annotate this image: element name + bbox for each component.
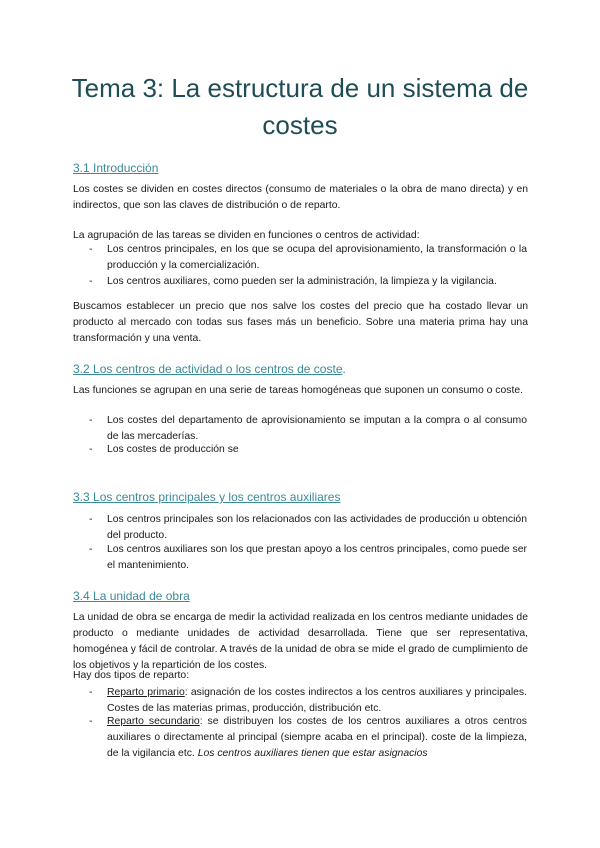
- list-item: [89, 542, 527, 574]
- list-item-text: Los costes del departamento de aprovisionamiento se imputan a la compra o al consumo de las mercaderías.: [107, 415, 527, 442]
- list-item-text: Los centros auxiliares, como pueden ser la administración, la limpieza y la vigilancia.: [107, 276, 497, 287]
- paragraph: La unidad de obra se encarga de medir la actividad realizada en los centros mediante unidades de producto o mediante unidades de actividad desarrollada. Tiene que ser representativa, homogénea y fácil de controlar. A través de la unidad de obra se mide el grado de cumplimiento de los objetivos y la repartición de los costes.: [73, 612, 528, 671]
- section-heading-unidad-obra: 3.4 La unidad de obra: [73, 589, 190, 603]
- list-dash: -: [89, 544, 93, 555]
- list-item-text: Los centros auxiliares son los que prestan apoyo a los centros principales, como puede ser el mantenimiento.: [107, 544, 527, 571]
- list-item-text: : se distribuyen los costes de los centros auxiliares a otros centros auxiliares o directamente al principal (siempre acaba en el principal). coste de la limpieza, de la vigilancia etc.: [107, 716, 527, 759]
- reparto-primario-label: Reparto primario: [107, 687, 185, 698]
- list-dash: -: [89, 716, 93, 727]
- section-heading-period: .: [342, 362, 346, 376]
- section-heading-text: 3.2 Los centros de actividad o los centros de coste: [73, 362, 343, 376]
- list-dash: -: [89, 415, 93, 426]
- list-item: [89, 442, 527, 458]
- paragraph: Hay dos tipos de reparto:: [73, 670, 190, 681]
- paragraph: La agrupación de las tareas se dividen en funciones o centros de actividad:: [73, 230, 420, 241]
- list-item-text: Los costes de producción se: [107, 444, 239, 455]
- list-item: [89, 274, 527, 290]
- paragraph: Los costes se dividen en costes directos (consumo de materiales o la obra de mano directa) y en indirectos, que son las claves de distribución o de reparto.: [73, 184, 528, 211]
- list-item: [89, 413, 527, 445]
- list-item-italic-text: Los centros auxiliares tienen que estar asignacios: [197, 748, 428, 759]
- paragraph: Buscamos establecer un precio que nos salve los costes del precio que ha costado llevar un producto al mercado con todas sus fases más un beneficio. Sobre una materia prima hay una transformación y una venta.: [73, 301, 528, 344]
- list-dash: -: [89, 514, 93, 525]
- list-dash: -: [89, 444, 93, 455]
- reparto-secundario-label: Reparto secundario: [107, 716, 200, 727]
- section-heading-introduccion: 3.1 Introducción: [73, 161, 159, 175]
- list-item: [89, 242, 527, 274]
- list-item-text: Los centros principales son los relacionados con las actividades de producción u obtención del producto.: [107, 514, 527, 541]
- list-dash: -: [89, 244, 93, 255]
- list-dash: -: [89, 687, 93, 698]
- list-dash: -: [89, 276, 93, 287]
- section-heading-centros-actividad: [73, 361, 346, 377]
- page-title: Tema 3: La estructura de un sistema de costes: [71, 73, 529, 140]
- paragraph: Las funciones se agrupan en una serie de tareas homogéneas que suponen un consumo o coste.: [73, 385, 523, 396]
- section-heading-principales-auxiliares: 3.3 Los centros principales y los centros auxiliares: [73, 490, 341, 504]
- list-item-text: Los centros principales, en los que se ocupa del aprovisionamiento, la transformación o la producción y la comercialización.: [107, 244, 527, 271]
- list-item-text: : asignación de los costes indirectos a los centros auxiliares y principales. Costes de las materias primas, producción, distribución etc.: [107, 687, 527, 714]
- list-item: [89, 512, 527, 544]
- list-item: [89, 714, 527, 762]
- list-item: [89, 685, 527, 717]
